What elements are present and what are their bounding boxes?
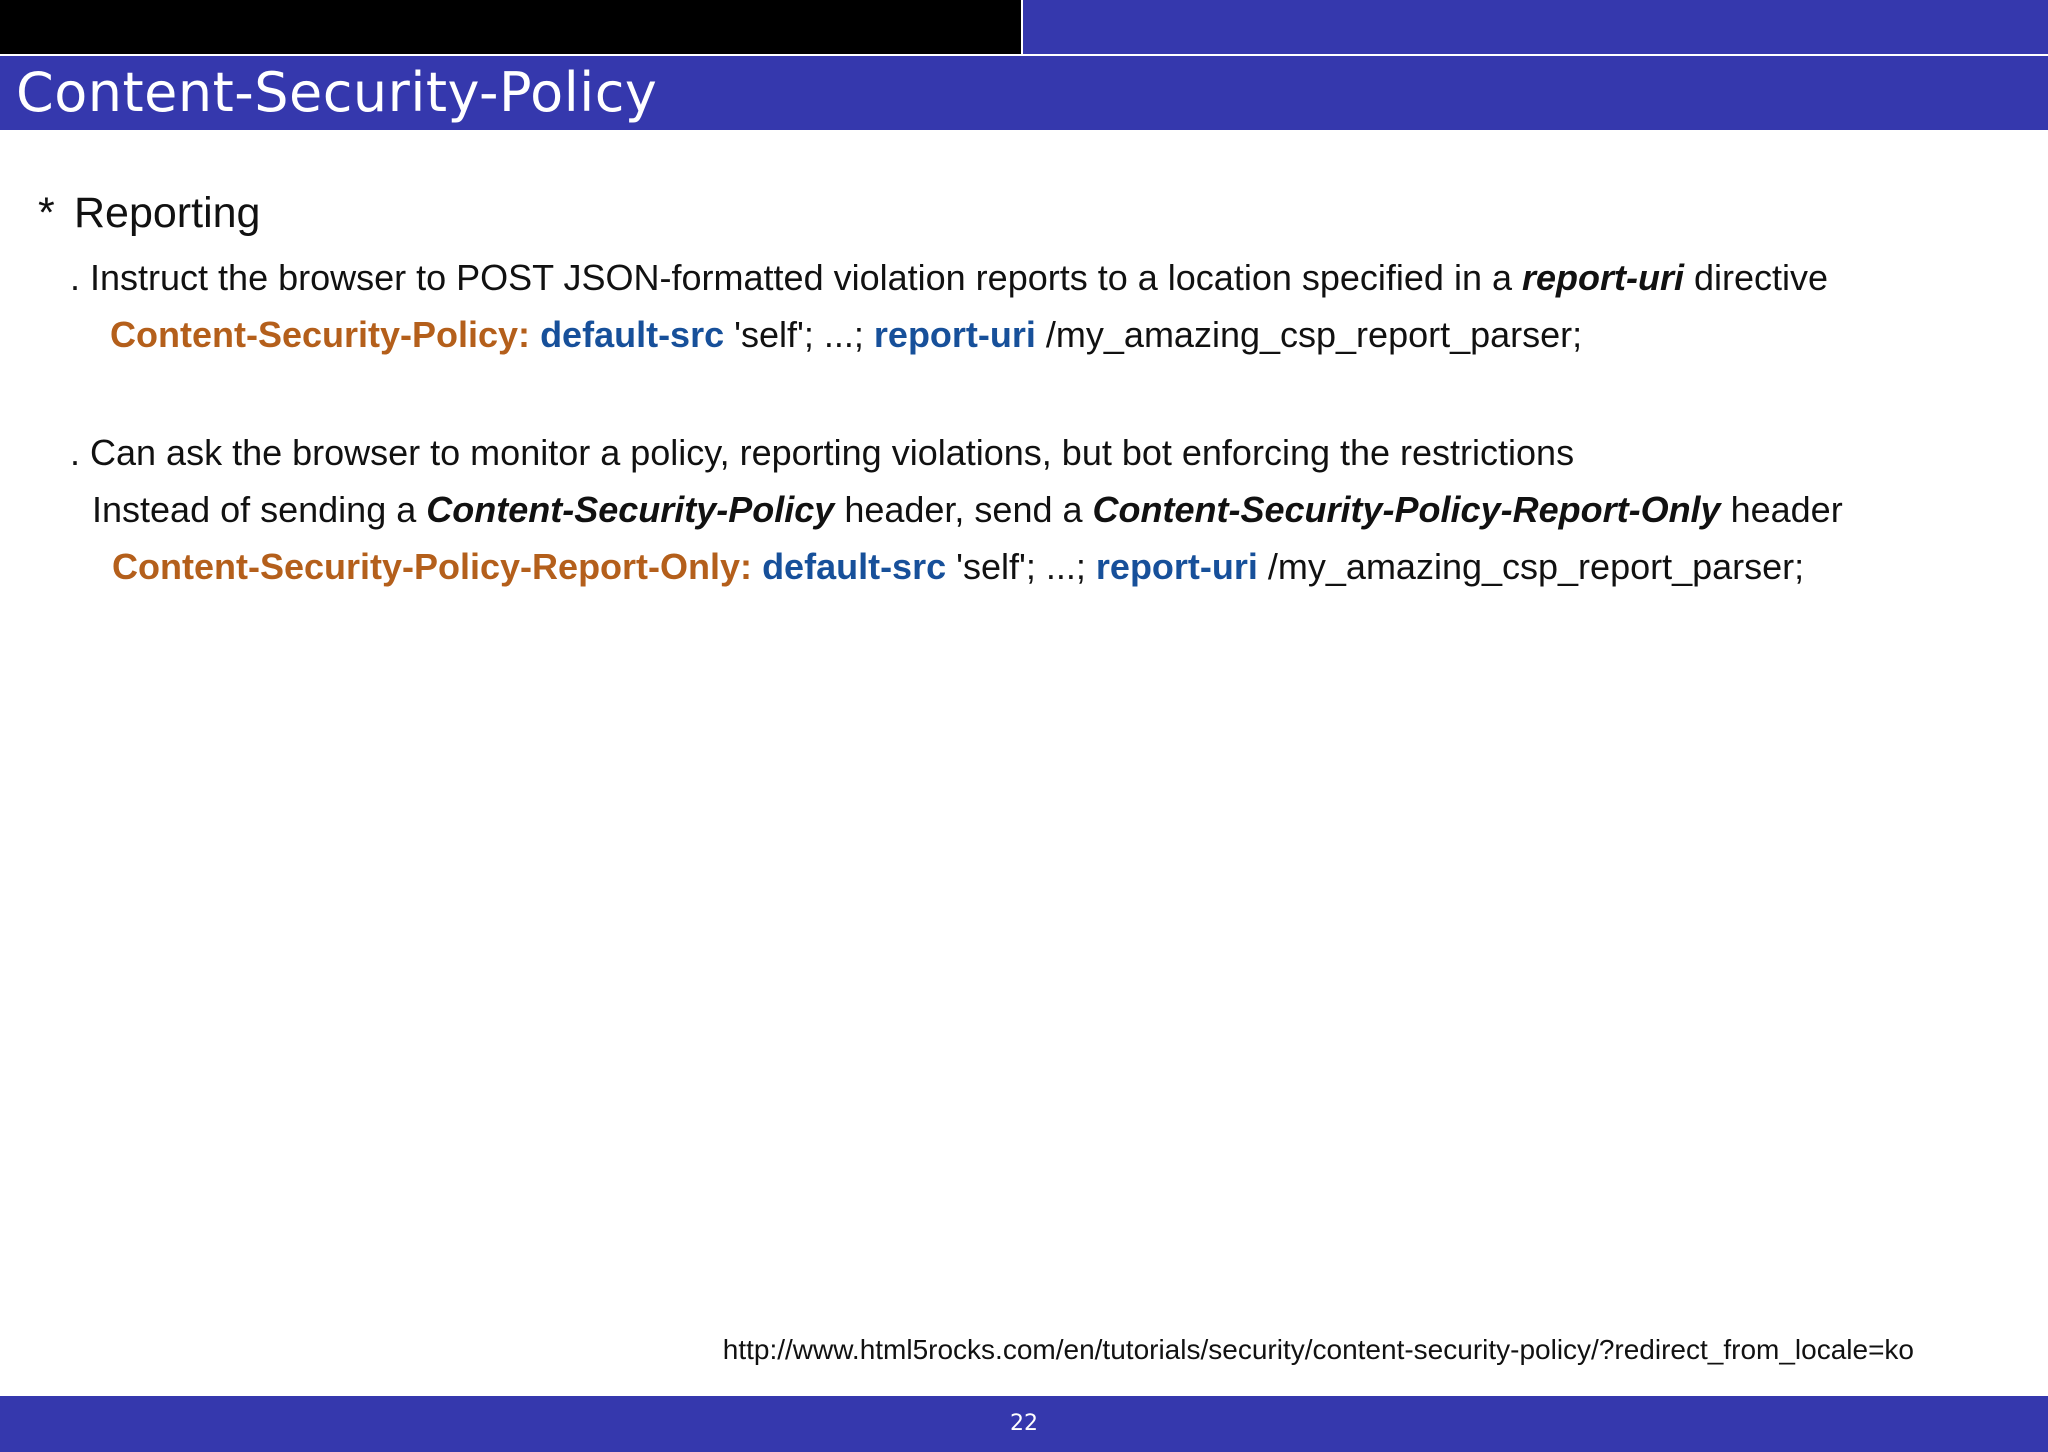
source-url: http://www.html5rocks.com/en/tutorials/security/content-security-policy/?redirect_from_locale=ko bbox=[722, 1334, 1914, 1365]
example-1-value-1: 'self'; ...; bbox=[724, 314, 874, 355]
item-2-detail bbox=[92, 488, 1843, 532]
title-bar bbox=[0, 56, 2048, 130]
item-2-text: . Can ask the browser to monitor a policy, reporting violations, but bot enforcing the restrictions bbox=[70, 432, 1575, 473]
item-2-detail-suffix: header bbox=[1720, 489, 1843, 530]
example-1-directive-1: default-src bbox=[540, 314, 725, 355]
slide-title: Content-Security-Policy bbox=[16, 61, 658, 124]
heading-reporting bbox=[38, 188, 260, 238]
item-1-emphasis: report-uri bbox=[1522, 257, 1684, 298]
top-bar-left bbox=[0, 0, 1021, 54]
heading-text: Reporting bbox=[74, 189, 261, 237]
example-1-directive-2: report-uri bbox=[873, 314, 1036, 355]
page-number: 22 bbox=[1010, 1411, 1038, 1436]
item-2-detail-emphasis-2: Content-Security-Policy-Report-Only bbox=[1092, 489, 1721, 530]
footer-bar bbox=[0, 1396, 2048, 1452]
item-1-text: . Instruct the browser to POST JSON-formatted violation reports to a location specified in a bbox=[70, 257, 1522, 298]
example-2-directive-2: report-uri bbox=[1095, 546, 1258, 587]
example-2 bbox=[112, 545, 1804, 589]
item-2-detail-middle: header, send a bbox=[834, 489, 1093, 530]
top-bar-right bbox=[1023, 0, 2048, 54]
item-2-detail-emphasis-1: Content-Security-Policy bbox=[426, 489, 835, 530]
item-1 bbox=[70, 256, 1828, 300]
item-1-suffix: directive bbox=[1684, 257, 1829, 298]
example-1-value-2: /my_amazing_csp_report_parser; bbox=[1035, 314, 1583, 355]
example-2-value-2: /my_amazing_csp_report_parser; bbox=[1257, 546, 1805, 587]
item-2-detail-prefix: Instead of sending a bbox=[92, 489, 427, 530]
item-2 bbox=[70, 431, 1574, 475]
bullet-marker: * bbox=[38, 189, 55, 237]
example-2-value-1: 'self'; ...; bbox=[946, 546, 1096, 587]
example-2-header-name: Content-Security-Policy-Report-Only: bbox=[112, 546, 753, 587]
example-2-directive-1: default-src bbox=[762, 546, 947, 587]
example-1-header-name: Content-Security-Policy: bbox=[110, 314, 531, 355]
example-1 bbox=[110, 313, 1582, 357]
